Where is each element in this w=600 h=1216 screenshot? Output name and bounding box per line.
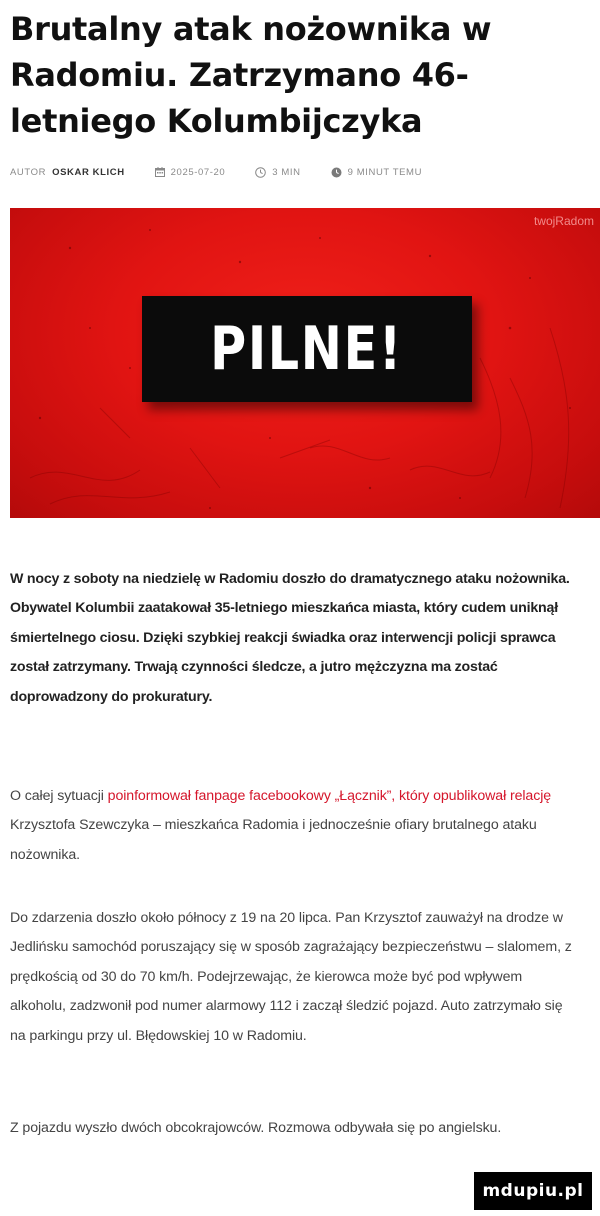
article-paragraph-3: Z pojazdu wyszło dwóch obcokrajowców. Rozmowa odbywała się po angielsku. xyxy=(10,1120,502,1136)
author-prefix: AUTOR xyxy=(10,166,47,178)
image-watermark: twojRadom xyxy=(533,214,594,228)
article-hero-image[interactable] xyxy=(10,208,600,518)
calendar-icon xyxy=(155,167,165,177)
article-meta xyxy=(10,164,422,180)
urgent-banner xyxy=(142,296,472,402)
publish-date: 2025-07-20 xyxy=(170,166,226,178)
article-title: Brutalny atak nożownika w Radomiu. Zatrzymano 46-letniego Kolumbijczyka xyxy=(10,10,492,140)
article-lead: W nocy z soboty na niedzielę w Radomiu doszło do dramatycznego ataku nożownika. Obywatel Kolumbii zaatakował 35-letniego mieszkańca miasta, który cudem uniknął śmiertelnego ciosu. Dzięki szybkiej reakcji świadka oraz interwencji policji sprawca został zatrzymany. Trwają czynności śledcze, a jutro mężczyzna ma zostać doprowadzony do prokuratury. xyxy=(10,571,570,705)
paragraph-text: O całej sytuacji xyxy=(10,788,108,804)
paragraph-text: Krzysztofa Szewczyka – mieszkańca Radomia i jednocześnie ofiary brutalnego ataku nożownika. xyxy=(10,817,537,863)
article-paragraph-2: Do zdarzenia doszło około północy z 19 na 20 lipca. Pan Krzysztof zauważył na drodze w Jedlińsku samochód poruszający się w sposób zagrażający bezpieczeństwu – slalomem, z prędkością od 30 do 70 km/h. Podejrzewając, że kierowca może być pod wpływem alkoholu, zadzwonił pod numer alarmowy 112 i zaczął śledzić pojazd. Auto zatrzymało się na parkingu przy ul. Błędowskiej 10 w Radomiu. xyxy=(10,910,572,1044)
facebook-post-link[interactable]: poinformował fanpage facebookowy „Łącznik”, który opublikował relację xyxy=(107,788,552,804)
posted-time: 9 MINUT TEMU xyxy=(347,166,423,178)
read-time: 3 MIN xyxy=(272,166,301,178)
time-icon xyxy=(331,167,342,178)
article-paragraph-1 xyxy=(10,782,580,870)
urgent-banner-text: PILNE! xyxy=(210,314,404,384)
author-name[interactable]: OSKAR KLICH xyxy=(52,166,125,178)
clock-icon xyxy=(255,167,266,178)
site-logo: mdupiu.pl xyxy=(474,1172,592,1210)
